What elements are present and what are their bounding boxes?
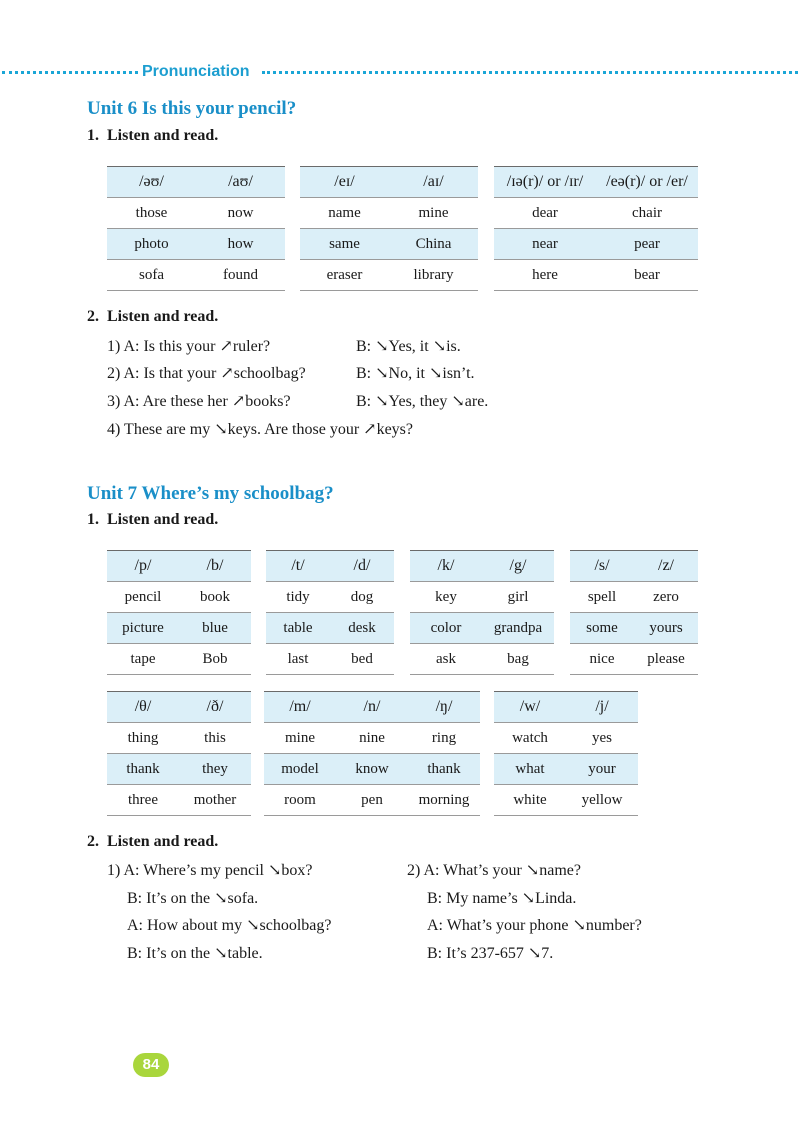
word-cell: white xyxy=(494,785,566,816)
unit7-table-3 xyxy=(410,550,554,675)
word-cell: Bob xyxy=(179,644,251,675)
ipa-header: /w/ xyxy=(494,692,566,723)
dialog1-line: A: How about my ↘schoolbag? xyxy=(127,917,332,934)
word-cell: dog xyxy=(330,582,394,613)
unit7-table-1 xyxy=(107,550,251,675)
word-cell: know xyxy=(336,754,408,785)
word-cell: mine xyxy=(264,723,336,754)
word-cell: same xyxy=(300,229,389,260)
word-cell: bag xyxy=(482,644,554,675)
word-cell: bear xyxy=(596,260,698,291)
word-cell: yours xyxy=(634,613,698,644)
unit7-table-6 xyxy=(264,691,480,816)
ipa-header: /z/ xyxy=(634,551,698,582)
word-cell: bed xyxy=(330,644,394,675)
dialog-line-b: B: ↘No, it ↘isn’t. xyxy=(356,365,475,382)
word-cell: ring xyxy=(408,723,480,754)
word-cell: zero xyxy=(634,582,698,613)
word-cell: blue xyxy=(179,613,251,644)
word-cell: pencil xyxy=(107,582,179,613)
ipa-header: /b/ xyxy=(179,551,251,582)
dialog1-line: B: It’s on the ↘table. xyxy=(127,945,263,962)
word-cell: eraser xyxy=(300,260,389,291)
section-label: Listen and read. xyxy=(107,127,219,144)
word-cell: book xyxy=(179,582,251,613)
ipa-header: /d/ xyxy=(330,551,394,582)
word-cell: girl xyxy=(482,582,554,613)
header-dots-right xyxy=(262,71,798,74)
word-cell: now xyxy=(196,198,285,229)
unit6-table-3 xyxy=(494,166,698,291)
dialog-line-b: B: ↘Yes, they ↘are. xyxy=(356,393,489,410)
word-cell: watch xyxy=(494,723,566,754)
unit7-table-2 xyxy=(266,550,394,675)
ipa-header: /eə(r)/ or /er/ xyxy=(596,167,698,198)
ipa-header: /j/ xyxy=(566,692,638,723)
word-cell: dear xyxy=(494,198,596,229)
word-cell: pear xyxy=(596,229,698,260)
word-cell: some xyxy=(570,613,634,644)
word-cell: thank xyxy=(408,754,480,785)
word-cell: key xyxy=(410,582,482,613)
word-cell: chair xyxy=(596,198,698,229)
unit7-title: Unit 7 Where’s my schoolbag? xyxy=(87,483,334,504)
section-number: 2. xyxy=(87,833,99,850)
word-cell: thing xyxy=(107,723,179,754)
unit6-table-1 xyxy=(107,166,285,291)
word-cell: three xyxy=(107,785,179,816)
word-cell: China xyxy=(389,229,478,260)
ipa-header: /m/ xyxy=(264,692,336,723)
word-cell: thank xyxy=(107,754,179,785)
word-cell: tape xyxy=(107,644,179,675)
word-cell: room xyxy=(264,785,336,816)
word-cell: pen xyxy=(336,785,408,816)
dialog-line-a: 1) A: Is this your ↗ruler? xyxy=(107,338,271,355)
dialog2-line: 2) A: What’s your ↘name? xyxy=(407,862,581,879)
word-cell: color xyxy=(410,613,482,644)
ipa-header: /n/ xyxy=(336,692,408,723)
dialog-line-a: 2) A: Is that your ↗schoolbag? xyxy=(107,365,306,382)
word-cell: near xyxy=(494,229,596,260)
word-cell: library xyxy=(389,260,478,291)
word-cell: mother xyxy=(179,785,251,816)
word-cell: table xyxy=(266,613,330,644)
word-cell: name xyxy=(300,198,389,229)
section-label: Listen and read. xyxy=(107,511,219,528)
dialog2-line: A: What’s your phone ↘number? xyxy=(427,917,642,934)
word-cell: nine xyxy=(336,723,408,754)
header-title: Pronunciation xyxy=(142,63,250,80)
word-cell: found xyxy=(196,260,285,291)
dialog1-line: B: It’s on the ↘sofa. xyxy=(127,890,259,907)
ipa-header: /əʊ/ xyxy=(107,167,196,198)
ipa-header: /s/ xyxy=(570,551,634,582)
unit6-section1-title xyxy=(87,127,218,145)
ipa-header: /ð/ xyxy=(179,692,251,723)
header-dots-left xyxy=(2,71,138,74)
word-cell: picture xyxy=(107,613,179,644)
dialog1-line: 1) A: Where’s my pencil ↘box? xyxy=(107,862,313,879)
page-number: 84 xyxy=(133,1053,169,1077)
dialog-line-a: 4) These are my ↘keys. Are those your ↗keys? xyxy=(107,421,413,438)
word-cell: your xyxy=(566,754,638,785)
word-cell: nice xyxy=(570,644,634,675)
word-cell: ask xyxy=(410,644,482,675)
dialog-line-b: B: ↘Yes, it ↘is. xyxy=(356,338,461,355)
word-cell: mine xyxy=(389,198,478,229)
word-cell: spell xyxy=(570,582,634,613)
word-cell: what xyxy=(494,754,566,785)
word-cell: yes xyxy=(566,723,638,754)
ipa-header: /g/ xyxy=(482,551,554,582)
word-cell: how xyxy=(196,229,285,260)
unit6-section2-title xyxy=(87,308,218,326)
word-cell: grandpa xyxy=(482,613,554,644)
unit7-section2-title xyxy=(87,833,218,851)
section-number: 1. xyxy=(87,511,99,528)
word-cell: this xyxy=(179,723,251,754)
unit7-section1-title xyxy=(87,511,218,529)
ipa-header: /eɪ/ xyxy=(300,167,389,198)
ipa-header: /aɪ/ xyxy=(389,167,478,198)
ipa-header: /t/ xyxy=(266,551,330,582)
ipa-header: /θ/ xyxy=(107,692,179,723)
word-cell: desk xyxy=(330,613,394,644)
unit6-table-2 xyxy=(300,166,478,291)
ipa-header: /ŋ/ xyxy=(408,692,480,723)
section-number: 1. xyxy=(87,127,99,144)
ipa-header: /ɪə(r)/ or /ɪr/ xyxy=(494,167,596,198)
word-cell: tidy xyxy=(266,582,330,613)
section-header xyxy=(0,60,800,84)
unit7-table-4 xyxy=(570,550,698,675)
word-cell: those xyxy=(107,198,196,229)
section-number: 2. xyxy=(87,308,99,325)
word-cell: they xyxy=(179,754,251,785)
unit7-table-5 xyxy=(107,691,251,816)
ipa-header: /p/ xyxy=(107,551,179,582)
word-cell: here xyxy=(494,260,596,291)
word-cell: sofa xyxy=(107,260,196,291)
section-label: Listen and read. xyxy=(107,833,219,850)
word-cell: photo xyxy=(107,229,196,260)
word-cell: morning xyxy=(408,785,480,816)
word-cell: last xyxy=(266,644,330,675)
dialog2-line: B: It’s 237-657 ↘7. xyxy=(427,945,554,962)
ipa-header: /aʊ/ xyxy=(196,167,285,198)
section-label: Listen and read. xyxy=(107,308,219,325)
dialog-line-a: 3) A: Are these her ↗books? xyxy=(107,393,291,410)
word-cell: please xyxy=(634,644,698,675)
word-cell: model xyxy=(264,754,336,785)
unit7-table-7 xyxy=(494,691,638,816)
word-cell: yellow xyxy=(566,785,638,816)
dialog2-line: B: My name’s ↘Linda. xyxy=(427,890,577,907)
ipa-header: /k/ xyxy=(410,551,482,582)
unit6-title: Unit 6 Is this your pencil? xyxy=(87,98,297,119)
